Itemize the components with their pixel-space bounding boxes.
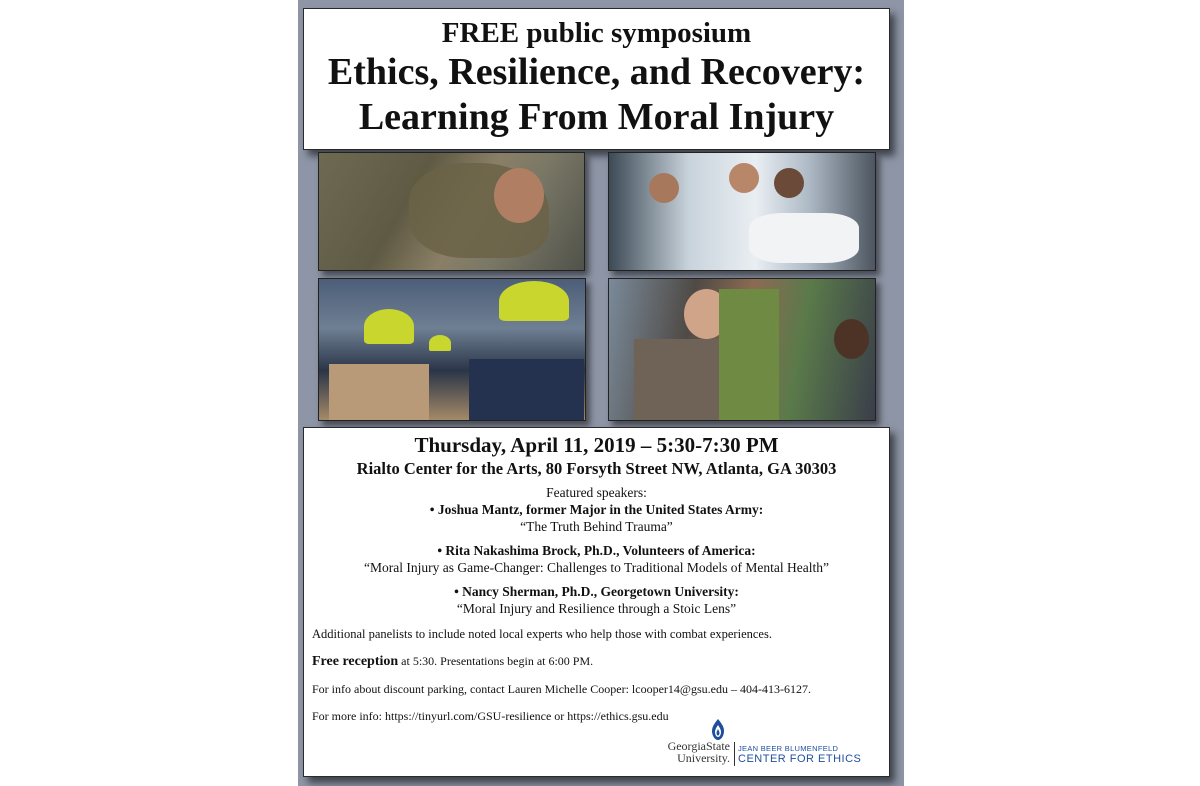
- panelists-note: Additional panelists to include noted local experts who help those with combat experiences.: [312, 627, 772, 641]
- university-wordmark: [664, 740, 730, 764]
- title-line-2: Learning From Moral Injury: [358, 96, 835, 138]
- speaker-talk: “The Truth Behind Trauma”: [520, 519, 673, 534]
- title-panel: [303, 8, 890, 150]
- speaker-name: • Nancy Sherman, Ph.D., Georgetown University:: [454, 584, 739, 599]
- subtitle: FREE public symposium: [441, 17, 752, 49]
- center-name-line1: JEAN BEER BLUMENFELD: [738, 744, 839, 753]
- event-date: Thursday, April 11, 2019 – 5:30-7:30 PM: [414, 433, 779, 457]
- rescue-workers-photo: [318, 278, 586, 421]
- university-name-line2: University.: [677, 751, 730, 765]
- parking-note: For info about discount parking, contact Lauren Michelle Cooper: lcooper14@gsu.edu – 404-413-6127.: [312, 682, 811, 696]
- speaker-name: • Rita Nakashima Brock, Ph.D., Volunteers of America:: [437, 543, 756, 558]
- more-info-note: For more info: https://tinyurl.com/GSU-resilience or https://ethics.gsu.edu: [312, 709, 669, 723]
- poster: [298, 0, 904, 786]
- reception-note: [304, 654, 889, 670]
- speaker-name: • Joshua Mantz, former Major in the United States Army:: [429, 502, 764, 517]
- speaker-item: [304, 542, 889, 576]
- title-line-1: Ethics, Resilience, and Recovery:: [327, 51, 866, 93]
- interview-photo: [608, 278, 876, 421]
- speaker-item: [304, 501, 889, 535]
- info-panel: [303, 427, 890, 777]
- speaker-talk: “Moral Injury as Game-Changer: Challenges to Traditional Models of Mental Health”: [364, 560, 829, 575]
- logo-divider: [734, 742, 735, 766]
- center-for-ethics-logo: [664, 718, 864, 768]
- reception-heading: Free reception: [312, 654, 399, 669]
- speaker-talk: “Moral Injury and Resilience through a Stoic Lens”: [456, 601, 737, 616]
- center-name-line2: CENTER FOR ETHICS: [738, 753, 862, 765]
- university-name-line1: GeorgiaState: [667, 739, 730, 753]
- medical-team-photo: [608, 152, 876, 271]
- soldier-photo: [318, 152, 585, 271]
- event-venue: Rialto Center for the Arts, 80 Forsyth Street NW, Atlanta, GA 30303: [356, 459, 837, 478]
- speakers-label: Featured speakers:: [546, 485, 647, 500]
- speaker-item: [304, 583, 889, 617]
- reception-text: at 5:30. Presentations begin at 6:00 PM.: [398, 654, 594, 668]
